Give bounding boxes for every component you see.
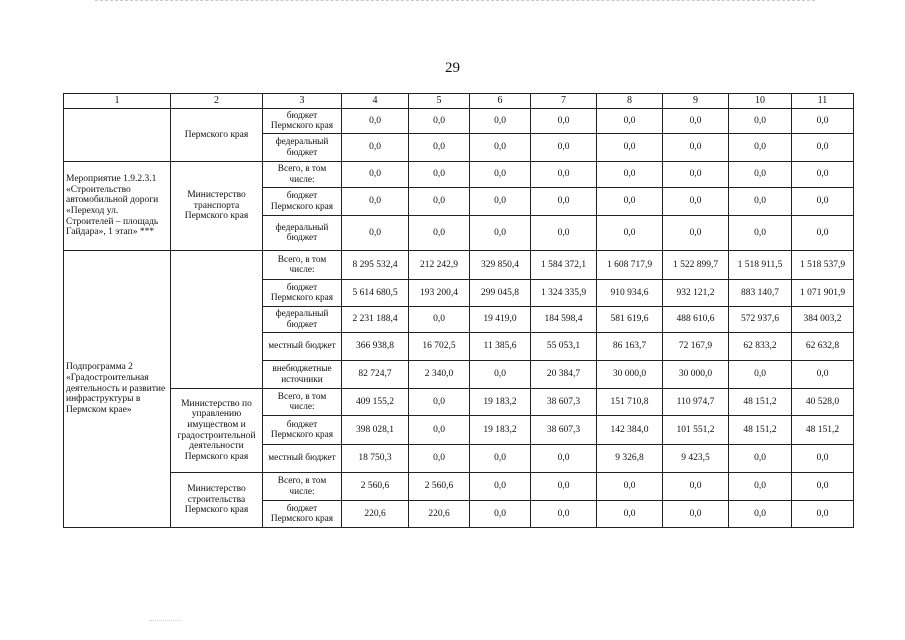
column-number-header: 5 (409, 94, 470, 109)
amount-cell: 0,0 (597, 473, 663, 501)
amount-cell: 82 724,7 (342, 361, 409, 389)
amount-cell: 101 551,2 (663, 416, 729, 445)
program-name-cell: Подпрограмма 2 «Градостроительная деятельность и развитие инфраструктуры в Пермском крае» (64, 251, 171, 528)
column-number-header: 4 (342, 94, 409, 109)
amount-cell: 0,0 (342, 109, 409, 134)
amount-cell: 0,0 (663, 216, 729, 251)
funding-source-cell: местный бюджет (263, 445, 342, 473)
amount-cell: 0,0 (729, 473, 792, 501)
amount-cell: 9 326,8 (597, 445, 663, 473)
amount-cell: 0,0 (531, 501, 597, 528)
amount-cell: 193 200,4 (409, 280, 470, 307)
amount-cell: 18 750,3 (342, 445, 409, 473)
amount-cell: 1 608 717,9 (597, 251, 663, 280)
amount-cell: 220,6 (409, 501, 470, 528)
column-number-header-row (64, 94, 854, 109)
amount-cell: 1 324 335,9 (531, 280, 597, 307)
amount-cell: 0,0 (663, 134, 729, 162)
amount-cell: 0,0 (470, 361, 531, 389)
amount-cell: 0,0 (470, 473, 531, 501)
amount-cell: 0,0 (792, 216, 854, 251)
amount-cell: 212 242,9 (409, 251, 470, 280)
amount-cell: 0,0 (663, 188, 729, 216)
amount-cell: 910 934,6 (597, 280, 663, 307)
amount-cell: 1 584 372,1 (531, 251, 597, 280)
amount-cell: 0,0 (470, 216, 531, 251)
amount-cell: 1 518 537,9 (792, 251, 854, 280)
amount-cell: 0,0 (470, 188, 531, 216)
amount-cell: 0,0 (409, 416, 470, 445)
amount-cell: 0,0 (409, 188, 470, 216)
amount-cell: 0,0 (792, 134, 854, 162)
amount-cell: 0,0 (470, 445, 531, 473)
amount-cell: 299 045,8 (470, 280, 531, 307)
amount-cell: 1 522 899,7 (663, 251, 729, 280)
funding-source-cell: внебюджетные источники (263, 361, 342, 389)
amount-cell: 62 632,8 (792, 333, 854, 361)
amount-cell: 883 140,7 (729, 280, 792, 307)
column-number-header: 3 (263, 94, 342, 109)
column-number-header: 1 (64, 94, 171, 109)
funding-source-cell: бюджет Пермского края (263, 188, 342, 216)
amount-cell: 0,0 (729, 162, 792, 188)
amount-cell: 30 000,0 (597, 361, 663, 389)
amount-cell: 62 833,2 (729, 333, 792, 361)
budget-table (63, 93, 854, 528)
amount-cell: 488 610,6 (663, 307, 729, 333)
table-row (64, 109, 854, 134)
column-number-header: 6 (470, 94, 531, 109)
responsible-executor-cell: Министерство транспорта Пермского края (171, 162, 263, 251)
program-name-cell: Мероприятие 1.9.2.3.1 «Строительство автомобильной дороги «Переход ул. Строителей – площадь Гайдара», 1 этап» *** (64, 162, 171, 251)
column-number-header: 7 (531, 94, 597, 109)
amount-cell: 0,0 (409, 109, 470, 134)
amount-cell: 16 702,5 (409, 333, 470, 361)
responsible-executor-cell: Министерство строительства Пермского края (171, 473, 263, 528)
amount-cell: 0,0 (597, 188, 663, 216)
amount-cell: 0,0 (597, 109, 663, 134)
amount-cell: 30 000,0 (663, 361, 729, 389)
amount-cell: 409 155,2 (342, 389, 409, 416)
amount-cell: 142 384,0 (597, 416, 663, 445)
amount-cell: 2 560,6 (409, 473, 470, 501)
amount-cell: 220,6 (342, 501, 409, 528)
amount-cell: 384 003,2 (792, 307, 854, 333)
table-row (64, 162, 854, 188)
amount-cell: 0,0 (792, 109, 854, 134)
funding-source-cell: Всего, в том числе: (263, 251, 342, 280)
amount-cell: 2 340,0 (409, 361, 470, 389)
amount-cell: 0,0 (409, 389, 470, 416)
funding-source-cell: Всего, в том числе: (263, 162, 342, 188)
funding-source-cell: бюджет Пермского края (263, 416, 342, 445)
amount-cell: 366 938,8 (342, 333, 409, 361)
program-name-cell (64, 109, 171, 162)
amount-cell: 0,0 (663, 109, 729, 134)
amount-cell: 0,0 (792, 188, 854, 216)
funding-source-cell: федеральный бюджет (263, 134, 342, 162)
amount-cell: 581 619,6 (597, 307, 663, 333)
funding-source-cell: федеральный бюджет (263, 216, 342, 251)
amount-cell: 0,0 (729, 445, 792, 473)
amount-cell: 0,0 (342, 134, 409, 162)
amount-cell: 0,0 (792, 361, 854, 389)
amount-cell: 0,0 (663, 501, 729, 528)
amount-cell: 1 518 911,5 (729, 251, 792, 280)
amount-cell: 0,0 (729, 134, 792, 162)
amount-cell: 19 419,0 (470, 307, 531, 333)
funding-source-cell: Всего, в том числе: (263, 389, 342, 416)
amount-cell: 0,0 (597, 162, 663, 188)
amount-cell: 40 528,0 (792, 389, 854, 416)
responsible-executor-cell: Пермского края (171, 109, 263, 162)
amount-cell: 0,0 (409, 134, 470, 162)
amount-cell: 11 385,6 (470, 333, 531, 361)
amount-cell: 0,0 (470, 501, 531, 528)
amount-cell: 0,0 (409, 162, 470, 188)
amount-cell: 0,0 (792, 501, 854, 528)
amount-cell: 0,0 (729, 216, 792, 251)
responsible-executor-cell (171, 251, 263, 389)
amount-cell: 0,0 (531, 188, 597, 216)
amount-cell: 0,0 (409, 216, 470, 251)
amount-cell: 0,0 (531, 134, 597, 162)
funding-source-cell: бюджет Пермского края (263, 109, 342, 134)
amount-cell: 329 850,4 (470, 251, 531, 280)
amount-cell: 572 937,6 (729, 307, 792, 333)
column-number-header: 8 (597, 94, 663, 109)
amount-cell: 0,0 (531, 216, 597, 251)
amount-cell: 0,0 (342, 162, 409, 188)
amount-cell: 0,0 (597, 216, 663, 251)
amount-cell: 48 151,2 (729, 389, 792, 416)
amount-cell: 0,0 (663, 473, 729, 501)
amount-cell: 0,0 (792, 162, 854, 188)
amount-cell: 0,0 (663, 162, 729, 188)
amount-cell: 0,0 (792, 445, 854, 473)
amount-cell: 932 121,2 (663, 280, 729, 307)
amount-cell: 0,0 (792, 473, 854, 501)
amount-cell: 0,0 (470, 134, 531, 162)
amount-cell: 398 028,1 (342, 416, 409, 445)
amount-cell: 0,0 (342, 188, 409, 216)
amount-cell: 8 295 532,4 (342, 251, 409, 280)
amount-cell: 38 607,3 (531, 416, 597, 445)
amount-cell: 0,0 (729, 109, 792, 134)
amount-cell: 9 423,5 (663, 445, 729, 473)
amount-cell: 2 560,6 (342, 473, 409, 501)
amount-cell: 0,0 (597, 134, 663, 162)
amount-cell: 151 710,8 (597, 389, 663, 416)
amount-cell: 86 163,7 (597, 333, 663, 361)
amount-cell: 0,0 (729, 188, 792, 216)
amount-cell: 0,0 (470, 109, 531, 134)
amount-cell: 0,0 (729, 501, 792, 528)
amount-cell: 0,0 (409, 307, 470, 333)
amount-cell: 0,0 (531, 109, 597, 134)
amount-cell: 110 974,7 (663, 389, 729, 416)
column-number-header: 10 (729, 94, 792, 109)
table-body (64, 109, 854, 528)
funding-source-cell: бюджет Пермского края (263, 501, 342, 528)
page-number: 29 (445, 60, 460, 76)
funding-source-cell: Всего, в том числе: (263, 473, 342, 501)
amount-cell: 0,0 (531, 445, 597, 473)
responsible-executor-cell: Министерство по управлению имуществом и градостроительной деятельности Пермского края (171, 389, 263, 473)
scan-mark (150, 620, 180, 621)
amount-cell: 48 151,2 (729, 416, 792, 445)
table-row (64, 251, 854, 280)
amount-cell: 0,0 (531, 473, 597, 501)
column-number-header: 11 (792, 94, 854, 109)
amount-cell: 19 183,2 (470, 389, 531, 416)
table-row (64, 389, 854, 416)
amount-cell: 0,0 (409, 445, 470, 473)
scan-top-edge (95, 0, 815, 1)
funding-source-cell: федеральный бюджет (263, 307, 342, 333)
amount-cell: 2 231 188,4 (342, 307, 409, 333)
amount-cell: 48 151,2 (792, 416, 854, 445)
funding-source-cell: местный бюджет (263, 333, 342, 361)
amount-cell: 19 183,2 (470, 416, 531, 445)
amount-cell: 38 607,3 (531, 389, 597, 416)
amount-cell: 0,0 (470, 162, 531, 188)
amount-cell: 20 384,7 (531, 361, 597, 389)
column-number-header: 9 (663, 94, 729, 109)
amount-cell: 55 053,1 (531, 333, 597, 361)
amount-cell: 72 167,9 (663, 333, 729, 361)
amount-cell: 1 071 901,9 (792, 280, 854, 307)
funding-source-cell: бюджет Пермского края (263, 280, 342, 307)
amount-cell: 0,0 (597, 501, 663, 528)
amount-cell: 5 614 680,5 (342, 280, 409, 307)
table-row (64, 473, 854, 501)
amount-cell: 0,0 (531, 162, 597, 188)
amount-cell: 0,0 (342, 216, 409, 251)
amount-cell: 0,0 (729, 361, 792, 389)
column-number-header: 2 (171, 94, 263, 109)
amount-cell: 184 598,4 (531, 307, 597, 333)
